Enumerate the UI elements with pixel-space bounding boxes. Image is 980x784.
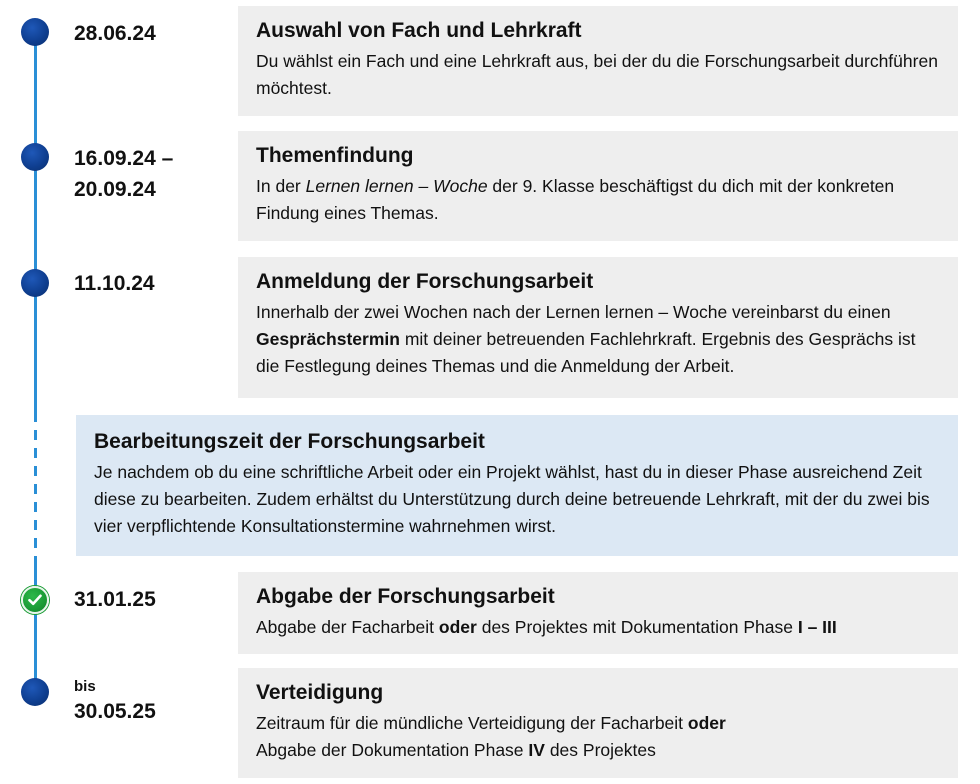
milestone-dot [21,678,49,706]
item-date [74,143,173,205]
timeline-card [238,257,958,398]
timeline-card [238,131,958,241]
card-text: In der Lernen lernen – Woche der 9. Klasse beschäftigst du dich mit der konkreten Findung eines Themas. [256,176,895,223]
date-start: 16.09.24 – [74,147,174,170]
card-title: Themenfindung [256,144,414,167]
card-title: Abgabe der Forschungsarbeit [256,585,555,608]
card-title: Auswahl von Fach und Lehrkraft [256,19,582,42]
timeline-line [34,562,37,692]
timeline-card [238,668,958,778]
milestone-dot [21,269,49,297]
bold-text: oder [438,617,477,637]
check-icon [21,586,49,614]
card-text: Zeitraum für die mündliche Verteidigung der Facharbeit oder Abgabe der Dokumentation Phase IV des Projektes [256,713,726,760]
milestone-dot [21,143,49,171]
timeline-line-dashed [34,412,37,562]
item-date: 28.06.24 [74,22,156,45]
date-value: 30.05.25 [74,700,156,723]
item-date [74,678,156,727]
phase-card [76,415,958,556]
card-text: Je nachdem ob du eine schriftliche Arbeit oder ein Projekt wählst, hast du in dieser Phase ausreichend Zeit diese zu bearbeiten. Zudem erhältst du Unterstützung durch deine betreuende Lehrkraft, mit der du zwei bis vier verpflichtende Konsultationstermine wahrnehmen wirst. [94,462,930,536]
timeline-card [238,6,958,116]
card-title: Bearbeitungszeit der Forschungsarbeit [94,430,485,453]
card-title: Anmeldung der Forschungsarbeit [256,270,594,293]
bold-text: oder [687,713,726,733]
date-prefix: bis [74,678,96,695]
timeline-line [34,32,37,412]
timeline-card [238,572,958,654]
card-title: Verteidigung [256,681,384,704]
bold-text: Gesprächstermin [256,329,400,349]
card-text: Abgabe der Facharbeit oder des Projektes mit Dokumentation Phase I – III [256,617,837,637]
item-date: 31.01.25 [74,588,156,611]
item-date: 11.10.24 [74,272,155,295]
card-text: Innerhalb der zwei Wochen nach der Lernen lernen – Woche vereinbarst du einen Gesprächstermin mit deiner betreuenden Fachlehrkraft. Ergebnis des Gesprächs ist die Festlegung deines Themas und die Anmeldung der Arbeit. [256,302,916,376]
bold-text: I – III [797,617,837,637]
emphasis-text: Lernen lernen – Woche [305,176,488,196]
milestone-dot [21,18,49,46]
card-text: Du wählst ein Fach und eine Lehrkraft aus, bei der du die Forschungsarbeit durchführen möchtest. [256,51,938,98]
bold-text: IV [528,740,545,760]
date-end: 20.09.24 [74,178,156,201]
